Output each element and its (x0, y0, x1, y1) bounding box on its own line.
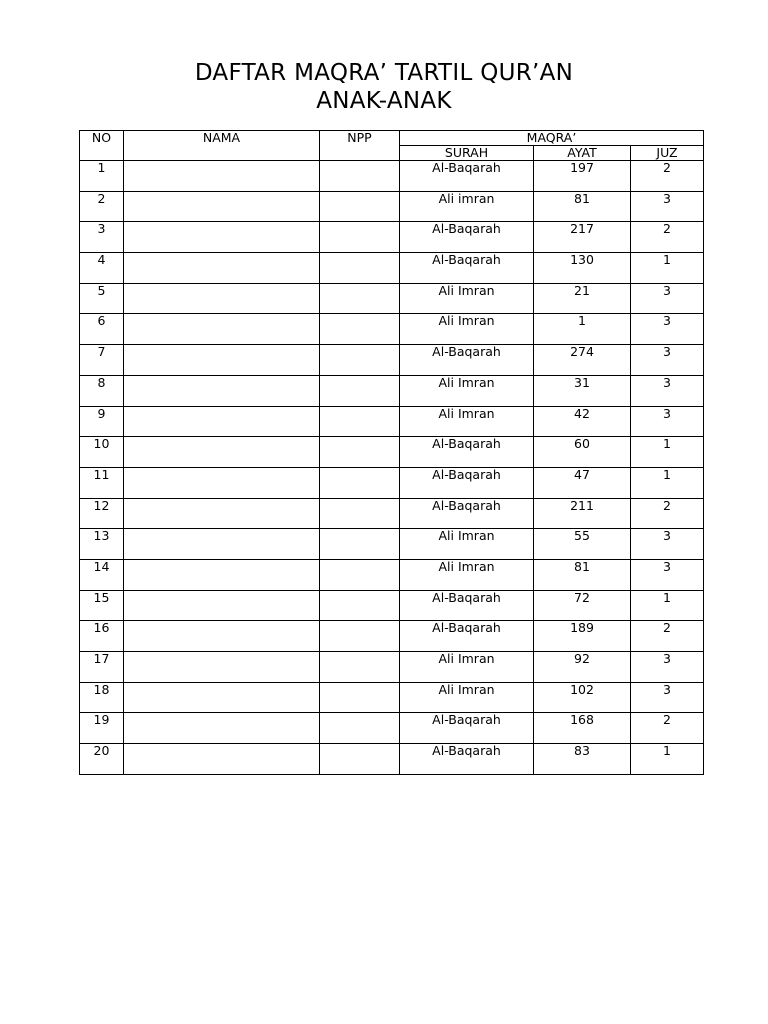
table-row (80, 253, 704, 284)
page-title-line-2: ANAK-ANAK (316, 88, 452, 115)
cell-juz: 3 (631, 314, 704, 345)
header-surah: SURAH (400, 146, 534, 161)
cell-npp (320, 621, 400, 652)
cell-juz: 1 (631, 744, 704, 775)
cell-juz: 1 (631, 253, 704, 284)
cell-no: 15 (80, 590, 124, 621)
cell-ayat: 189 (534, 621, 631, 652)
cell-ayat: 83 (534, 744, 631, 775)
maqra-table (79, 130, 704, 775)
cell-surah: Al-Baqarah (400, 437, 534, 468)
cell-npp (320, 652, 400, 683)
cell-npp (320, 682, 400, 713)
cell-nama (124, 222, 320, 253)
cell-juz: 1 (631, 437, 704, 468)
cell-no: 20 (80, 744, 124, 775)
cell-npp (320, 345, 400, 376)
cell-npp (320, 161, 400, 192)
header-no: NO (80, 131, 124, 161)
cell-nama (124, 283, 320, 314)
cell-juz: 3 (631, 652, 704, 683)
cell-juz: 1 (631, 590, 704, 621)
cell-ayat: 168 (534, 713, 631, 744)
cell-surah: Ali Imran (400, 406, 534, 437)
cell-no: 1 (80, 161, 124, 192)
table-row (80, 161, 704, 192)
cell-surah: Al-Baqarah (400, 621, 534, 652)
cell-no: 8 (80, 375, 124, 406)
cell-nama (124, 375, 320, 406)
cell-no: 17 (80, 652, 124, 683)
cell-ayat: 72 (534, 590, 631, 621)
cell-surah: Ali Imran (400, 529, 534, 560)
cell-surah: Al-Baqarah (400, 713, 534, 744)
cell-ayat: 60 (534, 437, 631, 468)
cell-npp (320, 253, 400, 284)
table-row (80, 713, 704, 744)
header-maqra: MAQRA’ (400, 131, 704, 146)
cell-ayat: 1 (534, 314, 631, 345)
cell-ayat: 197 (534, 161, 631, 192)
table-row (80, 682, 704, 713)
cell-juz: 3 (631, 406, 704, 437)
cell-ayat: 47 (534, 467, 631, 498)
cell-nama (124, 744, 320, 775)
cell-npp (320, 744, 400, 775)
cell-no: 18 (80, 682, 124, 713)
header-ayat: AYAT (534, 146, 631, 161)
cell-ayat: 102 (534, 682, 631, 713)
cell-juz: 3 (631, 375, 704, 406)
cell-surah: Al-Baqarah (400, 161, 534, 192)
cell-surah: Al-Baqarah (400, 590, 534, 621)
cell-npp (320, 467, 400, 498)
table-row (80, 406, 704, 437)
cell-nama (124, 253, 320, 284)
cell-npp (320, 437, 400, 468)
cell-ayat: 211 (534, 498, 631, 529)
cell-ayat: 21 (534, 283, 631, 314)
cell-nama (124, 559, 320, 590)
cell-ayat: 31 (534, 375, 631, 406)
cell-surah: Al-Baqarah (400, 467, 534, 498)
table-row (80, 621, 704, 652)
cell-surah: Al-Baqarah (400, 222, 534, 253)
cell-no: 4 (80, 253, 124, 284)
cell-nama (124, 314, 320, 345)
cell-npp (320, 559, 400, 590)
cell-surah: Al-Baqarah (400, 253, 534, 284)
cell-no: 7 (80, 345, 124, 376)
cell-no: 5 (80, 283, 124, 314)
header-nama: NAMA (124, 131, 320, 161)
cell-nama (124, 682, 320, 713)
cell-surah: Al-Baqarah (400, 498, 534, 529)
cell-juz: 2 (631, 713, 704, 744)
cell-surah: Ali imran (400, 191, 534, 222)
cell-no: 6 (80, 314, 124, 345)
cell-npp (320, 375, 400, 406)
table-row (80, 652, 704, 683)
cell-no: 11 (80, 467, 124, 498)
cell-nama (124, 467, 320, 498)
cell-juz: 2 (631, 161, 704, 192)
table-row (80, 529, 704, 560)
cell-surah: Al-Baqarah (400, 744, 534, 775)
cell-nama (124, 529, 320, 560)
cell-juz: 3 (631, 283, 704, 314)
table-row (80, 375, 704, 406)
cell-surah: Ali Imran (400, 375, 534, 406)
cell-nama (124, 191, 320, 222)
cell-ayat: 55 (534, 529, 631, 560)
cell-nama (124, 345, 320, 376)
table-row (80, 283, 704, 314)
cell-npp (320, 713, 400, 744)
table-row (80, 222, 704, 253)
cell-npp (320, 314, 400, 345)
table-row (80, 467, 704, 498)
cell-no: 12 (80, 498, 124, 529)
page-title (0, 59, 768, 115)
cell-npp (320, 283, 400, 314)
cell-ayat: 274 (534, 345, 631, 376)
cell-ayat: 217 (534, 222, 631, 253)
table-header (80, 131, 704, 161)
cell-npp (320, 498, 400, 529)
header-juz: JUZ (631, 146, 704, 161)
cell-juz: 3 (631, 559, 704, 590)
page-title-line-1: DAFTAR MAQRA’ TARTIL QUR’AN (194, 60, 574, 87)
cell-juz: 2 (631, 498, 704, 529)
cell-juz: 3 (631, 191, 704, 222)
cell-juz: 3 (631, 529, 704, 560)
cell-ayat: 92 (534, 652, 631, 683)
cell-nama (124, 652, 320, 683)
cell-surah: Ali Imran (400, 283, 534, 314)
cell-npp (320, 590, 400, 621)
cell-no: 19 (80, 713, 124, 744)
cell-surah: Ali Imran (400, 314, 534, 345)
table-row (80, 314, 704, 345)
cell-no: 14 (80, 559, 124, 590)
table-row (80, 559, 704, 590)
cell-ayat: 81 (534, 191, 631, 222)
table-body (80, 161, 704, 775)
table-row (80, 345, 704, 376)
cell-npp (320, 191, 400, 222)
cell-no: 3 (80, 222, 124, 253)
cell-ayat: 81 (534, 559, 631, 590)
table-row (80, 744, 704, 775)
cell-juz: 1 (631, 467, 704, 498)
cell-no: 13 (80, 529, 124, 560)
cell-no: 10 (80, 437, 124, 468)
cell-nama (124, 498, 320, 529)
cell-no: 2 (80, 191, 124, 222)
cell-no: 16 (80, 621, 124, 652)
cell-juz: 3 (631, 345, 704, 376)
cell-npp (320, 529, 400, 560)
cell-juz: 2 (631, 222, 704, 253)
cell-surah: Ali Imran (400, 652, 534, 683)
cell-nama (124, 161, 320, 192)
table-row (80, 498, 704, 529)
cell-ayat: 42 (534, 406, 631, 437)
cell-no: 9 (80, 406, 124, 437)
cell-ayat: 130 (534, 253, 631, 284)
table-row (80, 437, 704, 468)
cell-juz: 2 (631, 621, 704, 652)
header-npp: NPP (320, 131, 400, 161)
cell-surah: Ali Imran (400, 682, 534, 713)
table-row (80, 590, 704, 621)
cell-surah: Al-Baqarah (400, 345, 534, 376)
cell-nama (124, 621, 320, 652)
cell-nama (124, 406, 320, 437)
cell-juz: 3 (631, 682, 704, 713)
cell-nama (124, 437, 320, 468)
cell-npp (320, 406, 400, 437)
table-row (80, 191, 704, 222)
cell-surah: Ali Imran (400, 559, 534, 590)
cell-npp (320, 222, 400, 253)
cell-nama (124, 713, 320, 744)
cell-nama (124, 590, 320, 621)
